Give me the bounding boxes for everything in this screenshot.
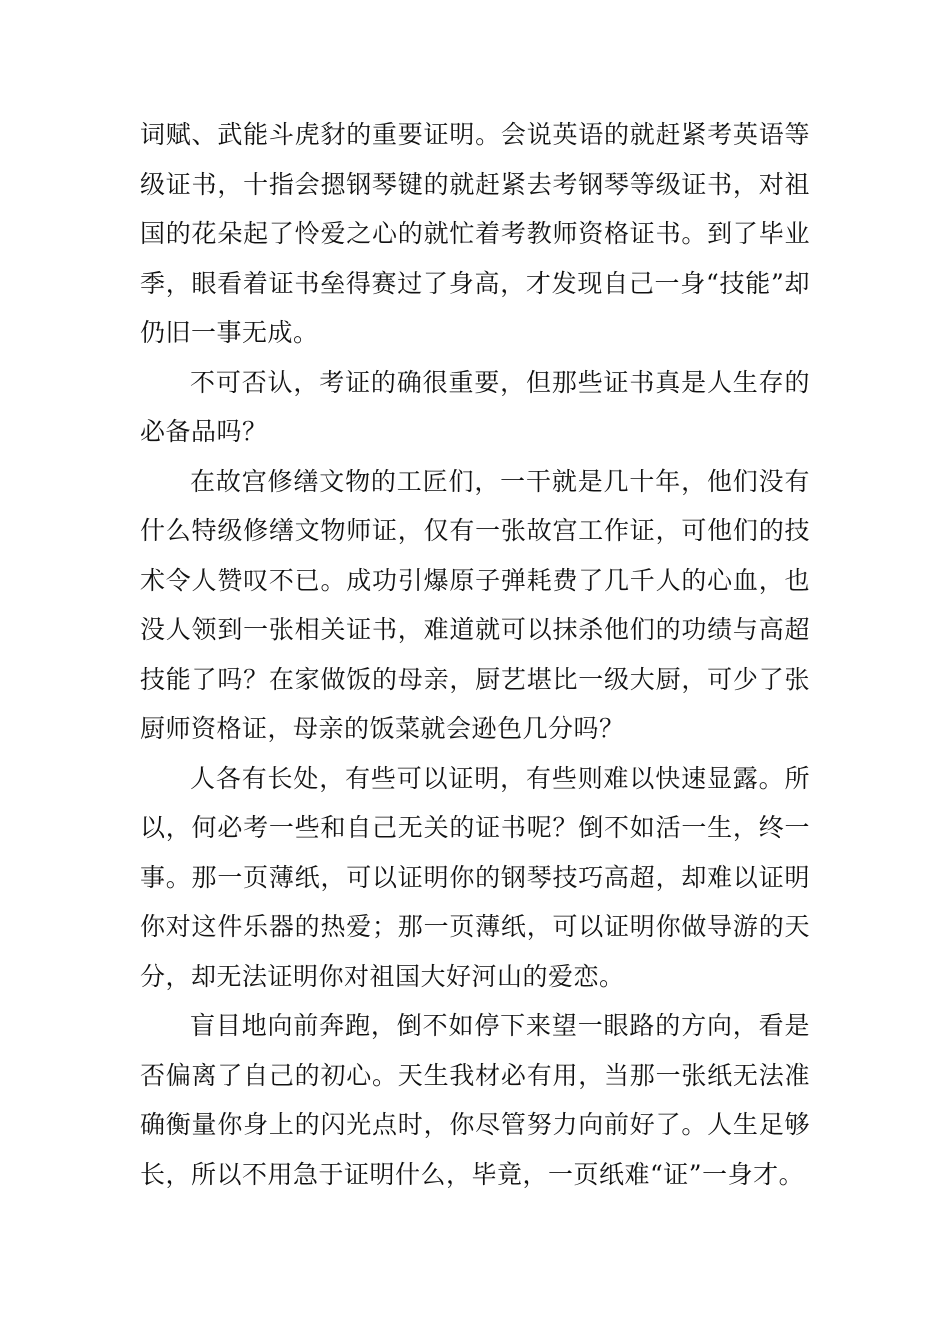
paragraph-2: 不可否认，考证的确很重要，但那些证书真是人生存的必备品吗？ <box>140 367 810 446</box>
paragraph-3: 在故宫修缮文物的工匠们，一干就是几十年，他们没有什么特级修缮文物师证，仅有一张故宫工作证，可他们的技术令人赞叹不已。成功引爆原子弹耗费了几千人的心血，也没人领到一张相关证书，难道就可以抹杀他们的功绩与高超技能了吗？在家做饭的母亲，厨艺堪比一级大厨，可少了张厨师资格证，母亲的饭菜就会逊色几分吗？ <box>140 466 810 743</box>
paragraph-5: 盲目地向前奔跑，倒不如停下来望一眼路的方向，看是否偏离了自己的初心。天生我材必有用，当那一张纸无法准确衡量你身上的闪光点时，你尽管努力向前好了。人生足够长，所以不用急于证明什么，毕竟，一页纸难“证”一身才。 <box>140 1011 810 1189</box>
paragraph-1: 词赋、武能斗虎豺的重要证明。会说英语的就赶紧考英语等级证书，十指会摁钢琴键的就赶紧去考钢琴等级证书，对祖国的花朵起了怜爱之心的就忙着考教师资格证书。到了毕业季，眼看着证书垒得赛过了身高，才发现自己一身“技能”却仍旧一事无成。 <box>140 120 810 347</box>
paragraph-4: 人各有长处，有些可以证明，有些则难以快速显露。所以，何必考一些和自己无关的证书呢？倒不如活一生，终一事。那一页薄纸，可以证明你的钢琴技巧高超，却难以证明你对这件乐器的热爱；那一页薄纸，可以证明你做导游的天分，却无法证明你对祖国大好河山的爱恋。 <box>140 763 810 991</box>
document-body <box>140 110 810 1199</box>
